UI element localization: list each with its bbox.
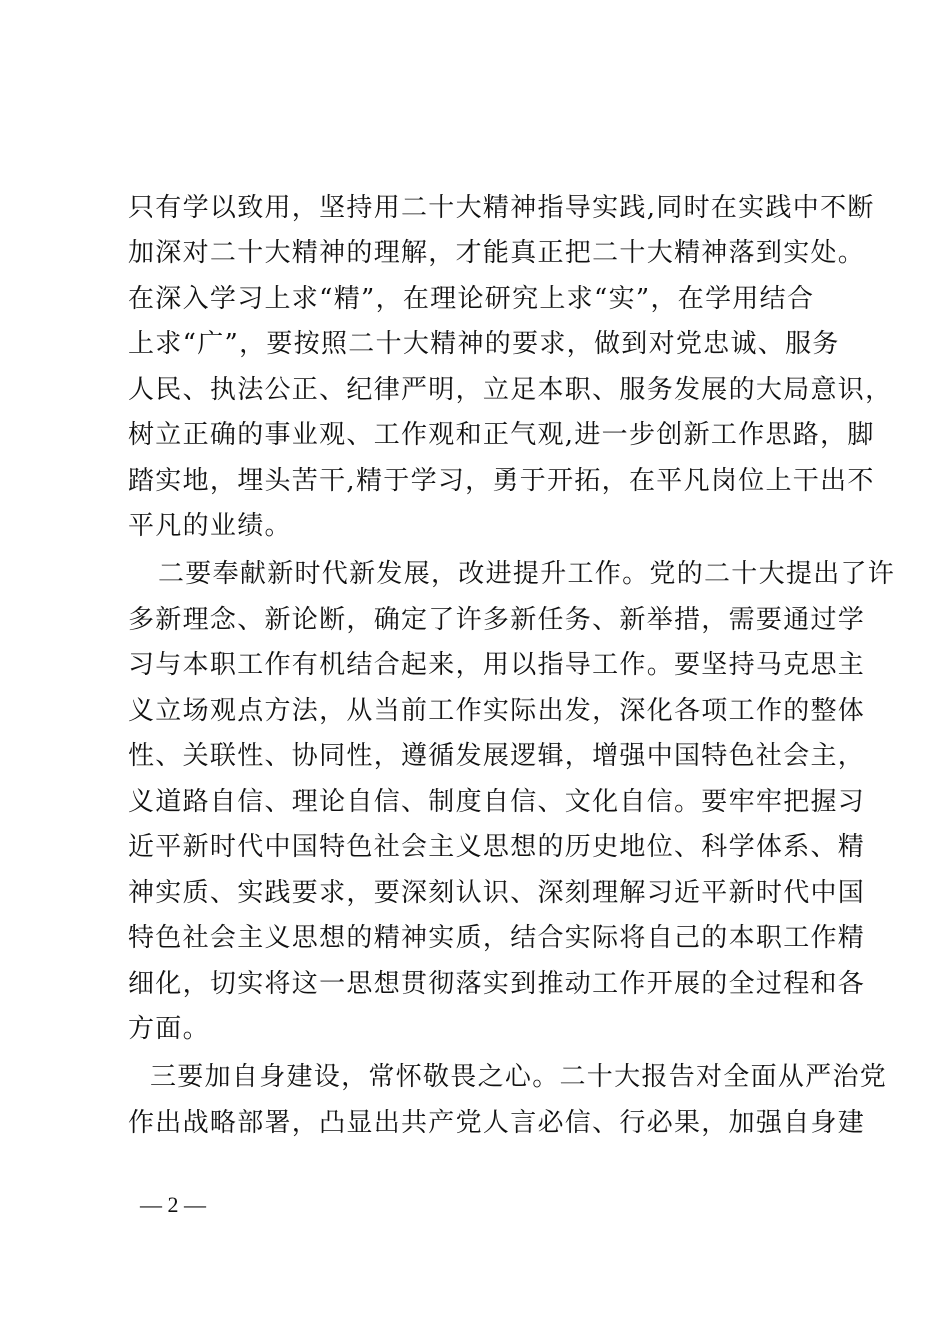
text-line: 性、关联性、协同性，遵循发展逻辑，增强中国特色社会主， — [128, 741, 866, 771]
text-line: 义道路自信、理论自信、制度自信、文化自信。要牢牢把握习 — [128, 787, 866, 817]
text-line: 作出战略部署，凸显出共产党人言必信、行必果，加强自身建 — [128, 1108, 866, 1138]
text-line: 人民、执法公正、纪律严明，立足本职、服务发展的大局意识， — [128, 375, 893, 405]
page-number: — 2 — — [140, 1192, 206, 1217]
text-line: 二要奉献新时代新发展，改进提升工作。党的二十大提出了许 — [158, 559, 896, 589]
text-line: 三要加自身建设，常怀敬畏之心。二十大报告对全面从严治党 — [150, 1062, 888, 1092]
text-line: 加深对二十大精神的理解，才能真正把二十大精神落到实处。 — [128, 238, 866, 268]
text-line: 踏实地，埋头苦干,精于学习，勇于开拓，在平凡岗位上干出不 — [128, 466, 875, 496]
text-line: 多新理念、新论断，确定了许多新任务、新举措，需要通过学 — [128, 605, 866, 635]
text-line: 平凡的业绩。 — [128, 511, 292, 541]
text-line: 细化，切实将这一思想贯彻落实到推动工作开展的全过程和各 — [128, 969, 866, 999]
text-line: 特色社会主义思想的精神实质，结合实际将自己的本职工作精 — [128, 923, 866, 953]
text-line: 义立场观点方法，从当前工作实际出发，深化各项工作的整体 — [128, 696, 866, 726]
text-line: 习与本职工作有机结合起来，用以指导工作。要坚持马克思主 — [128, 650, 866, 680]
text-line: 近平新时代中国特色社会主义思想的历史地位、科学体系、精 — [128, 832, 866, 862]
text-line: 在深入学习上求“精”，在理论研究上求“实”，在学用结合 — [128, 284, 815, 314]
text-line: 神实质、实践要求，要深刻认识、深刻理解习近平新时代中国 — [128, 878, 866, 908]
text-line: 上求“广”，要按照二十大精神的要求，做到对党忠诚、服务 — [128, 329, 840, 359]
text-line: 只有学以致用，坚持用二十大精神指导实践,同时在实践中不断 — [128, 193, 875, 223]
text-line: 方面。 — [128, 1014, 210, 1044]
text-line: 树立正确的事业观、工作观和正气观,进一步创新工作思路，脚 — [128, 420, 875, 450]
